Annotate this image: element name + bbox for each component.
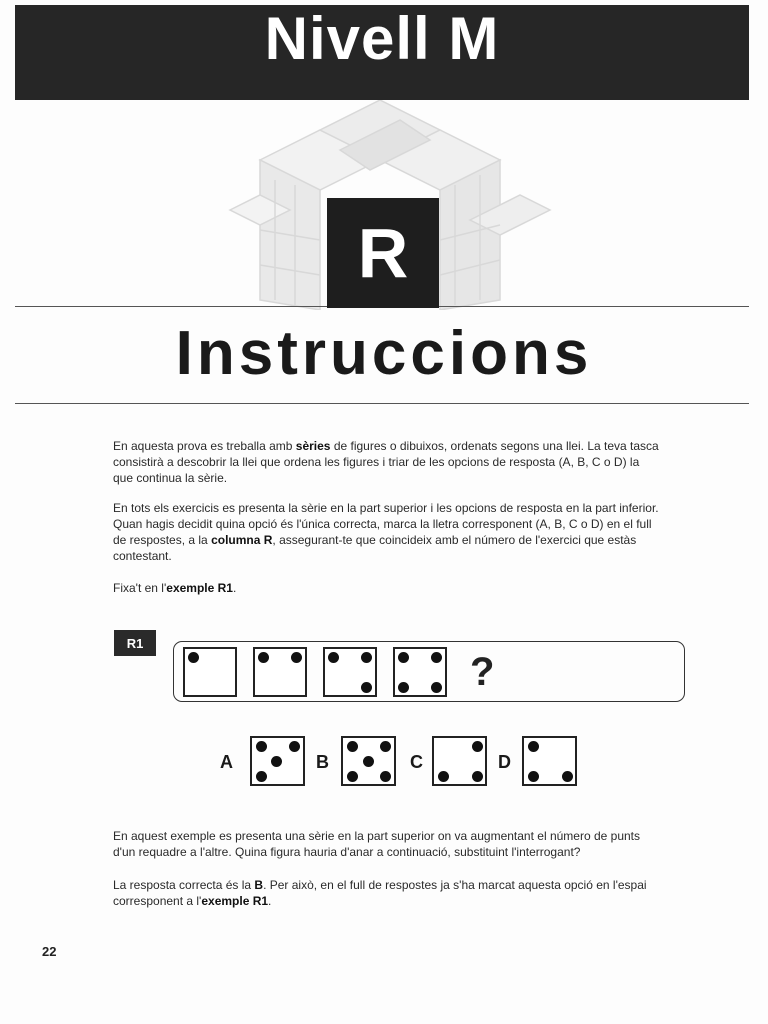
dot — [380, 741, 391, 752]
dot — [347, 741, 358, 752]
dot — [431, 682, 442, 693]
series-box — [323, 647, 377, 697]
example-badge: R1 — [114, 630, 156, 656]
option-label-d: D — [498, 752, 511, 772]
option-box-d — [522, 736, 577, 786]
dot — [188, 652, 199, 663]
dot — [328, 652, 339, 663]
dot — [271, 756, 282, 767]
dot — [363, 756, 374, 767]
series-box — [253, 647, 307, 697]
example-explanation: En aquest exemple es presenta una sèrie en la part superior on va augmentant el número de punts d'un requadre a l'altre. Quina figura hauria d'anar a continuació, substituint l'interrogant? — [113, 829, 640, 859]
header-bar — [15, 5, 749, 100]
intro-paragraph: En aquesta prova es treballa amb sèries de figures o dibuixos, ordenats segons una llei. La teva tasca consistirà a descobrir la llei que ordena les figures i triar de les opcions de resposta (A, B, C o D) la que continua la sèrie. — [113, 439, 659, 485]
dot — [256, 771, 267, 782]
instructions-paragraph: En tots els exercicis es presenta la sèrie en la part superior i les opcions de resposta en la part inferior. Quan hagis decidit quina opció és l'única correcta, marca la lletra corresponent (A, B, C o D) en el full de respostes, a la columna R, assegurant-te que coincideix amb el número de l'exercici que estàs contestant. — [113, 501, 659, 563]
dot — [472, 741, 483, 752]
option-box-b — [341, 736, 396, 786]
divider-bottom — [15, 403, 749, 404]
answer-paragraph: La resposta correcta és la B. Per això, en el full de respostes ja s'ha marcat aquesta opció en l'espai corresponent a l'exemple R1. — [113, 878, 647, 908]
dot — [431, 652, 442, 663]
option-label-a: A — [220, 752, 233, 772]
option-box-a — [250, 736, 305, 786]
dot — [562, 771, 573, 782]
dot — [472, 771, 483, 782]
series-box — [183, 647, 237, 697]
level-title: Nivell M — [264, 5, 500, 72]
dot — [528, 771, 539, 782]
page-number: 22 — [42, 944, 57, 959]
dot — [438, 771, 449, 782]
dot — [256, 741, 267, 752]
series-box — [393, 647, 447, 697]
instructions-title: Instruccions — [175, 319, 593, 388]
question-mark: ? — [470, 650, 495, 694]
dot — [398, 682, 409, 693]
dot — [398, 652, 409, 663]
dot — [291, 652, 302, 663]
option-box-c — [432, 736, 487, 786]
dot — [258, 652, 269, 663]
section-badge — [327, 198, 439, 308]
dot — [347, 771, 358, 782]
section-letter: R — [357, 214, 409, 292]
dot — [289, 741, 300, 752]
dot — [361, 682, 372, 693]
dot — [380, 771, 391, 782]
option-label-b: B — [316, 752, 329, 772]
option-label-c: C — [410, 752, 423, 772]
dot — [528, 741, 539, 752]
dot — [361, 652, 372, 663]
example-reference: Fixa't en l'exemple R1. — [113, 581, 237, 595]
